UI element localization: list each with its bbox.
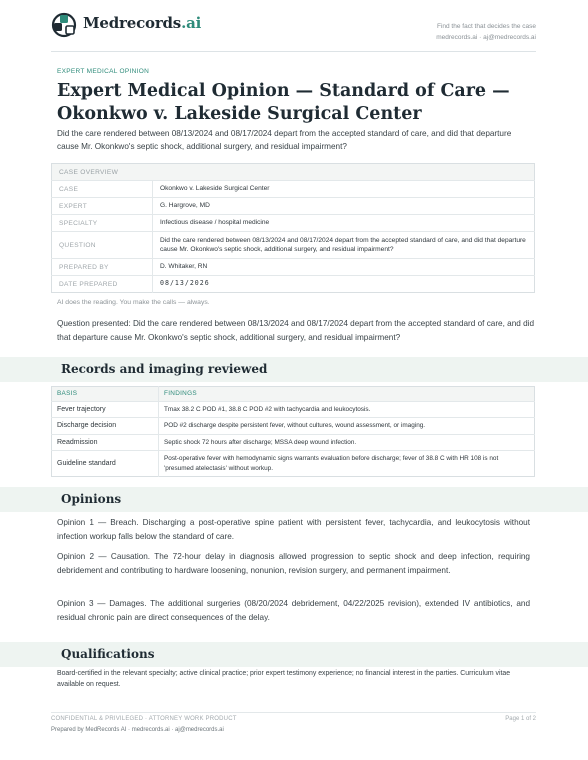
- footer-confidential: CONFIDENTIAL & PRIVILEGED · ATTORNEY WORK PRODUCT: [51, 716, 237, 722]
- overview-value: G. Hargrove, MD: [153, 198, 535, 215]
- medrecords-logo-icon: [51, 12, 77, 38]
- overview-value: Infectious disease / hospital medicine: [153, 215, 535, 232]
- overview-value: 08/13/2026: [153, 276, 535, 293]
- opinion-paragraph: Opinion 3 — Damages. The additional surgeries (08/20/2024 debridement, 04/22/2025 revision), extended IV antibiotics, and residual chronic pain are direct consequences of the delay.: [57, 599, 530, 622]
- table-row: [52, 232, 535, 259]
- overview-key: PREPARED BY: [52, 259, 153, 276]
- column-header: BASIS: [52, 387, 159, 402]
- page-header: [51, 12, 536, 44]
- records-finding: POD #2 discharge despite persistent fever, without cultures, wound assessment, or imaging.: [159, 418, 535, 435]
- header-contact-line: medrecords.ai · aj@medrecords.ai: [436, 34, 536, 41]
- records-finding: Septic shock 72 hours after discharge; MSSA deep wound infection.: [159, 435, 535, 451]
- eyebrow-label: EXPERT MEDICAL OPINION: [57, 68, 150, 75]
- table-row: [52, 215, 535, 232]
- overview-key: QUESTION: [52, 232, 153, 259]
- table-row: [52, 259, 535, 276]
- records-basis: Fever trajectory: [52, 402, 159, 418]
- document-title: Expert Medical Opinion — Standard of Care — Okonkwo v. Lakeside Surgical Center: [57, 81, 510, 124]
- table-header-row: [52, 387, 535, 402]
- section-band-records: [0, 357, 588, 382]
- table-row: [52, 276, 535, 293]
- case-overview-table: [51, 163, 535, 293]
- column-header: FINDINGS: [159, 387, 535, 402]
- table-row: [52, 418, 535, 435]
- ai-disclaimer: AI does the reading. You make the calls — always.: [57, 299, 210, 306]
- overview-value: Did the care rendered between 08/13/2024 and 08/17/2024 depart from the accepted standard of care, and did that departure cause Mr. Okonkwo's septic shock, additional surgery, and residual impairment?: [153, 232, 535, 259]
- overview-value: D. Whitaker, RN: [153, 259, 535, 276]
- header-divider: [51, 51, 536, 52]
- overview-key: CASE: [52, 181, 153, 198]
- qualifications-text: Board-certified in the relevant specialty; active clinical practice; prior expert testimony experience; no financial interest in the parties. Curriculum vitae available on request.: [57, 670, 511, 688]
- section-band-opinions: [0, 487, 588, 512]
- overview-key: DATE PREPARED: [52, 276, 153, 293]
- table-row: [52, 451, 535, 477]
- opinion-paragraph: Opinion 2 — Causation. The 72-hour delay in diagnosis allowed progression to septic shock and deep infection, requiring debridement and contributing to hardware loosening, nonunion, revision surgery, and permanent impairment.: [57, 552, 530, 575]
- section-heading: Opinions: [61, 492, 122, 506]
- lede-paragraph: Did the care rendered between 08/13/2024 and 08/17/2024 depart from the accepted standard of care, and did that departure cause Mr. Okonkwo's septic shock, additional surgery, and residual impairment?: [57, 129, 512, 151]
- footer-prepared-by: Prepared by MedRecords AI · medrecords.ai · aj@medrecords.ai: [51, 727, 224, 733]
- header-tagline: Find the fact that decides the case: [436, 23, 536, 30]
- section-heading: Qualifications: [61, 647, 155, 661]
- page-number: Page 1 of 2: [505, 716, 536, 722]
- brand-name: Medrecords.ai: [83, 14, 202, 32]
- opinion-paragraph: Opinion 1 — Breach. Discharging a post-operative spine patient with persistent fever, tachycardia, and leukocytosis without infection workup falls below the standard of care.: [57, 518, 530, 541]
- footer-divider: [51, 712, 536, 713]
- overview-value: Okonkwo v. Lakeside Surgical Center: [153, 181, 535, 198]
- header-contact: [436, 21, 536, 43]
- records-basis: Guideline standard: [52, 451, 159, 477]
- overview-key: EXPERT: [52, 198, 153, 215]
- overview-key: SPECIALTY: [52, 215, 153, 232]
- records-basis: Discharge decision: [52, 418, 159, 435]
- records-finding: Tmax 38.2 C POD #1, 38.8 C POD #2 with tachycardia and leukocytosis.: [159, 402, 535, 418]
- question-presented: Question presented: Did the care rendered between 08/13/2024 and 08/17/2024 depart from the accepted standard of care, and did that departure cause Mr. Okonkwo's septic shock, additional surgery, and residual impairment?: [57, 319, 535, 342]
- table-row: [52, 435, 535, 451]
- table-row: [52, 198, 535, 215]
- table-row: [52, 402, 535, 418]
- section-band-qualifications: [0, 642, 588, 667]
- section-heading: Records and imaging reviewed: [61, 362, 268, 376]
- records-basis: Readmission: [52, 435, 159, 451]
- case-overview-caption: CASE OVERVIEW: [52, 164, 535, 181]
- records-table: [51, 386, 535, 477]
- table-row: [52, 181, 535, 198]
- records-finding: Post-operative fever with hemodynamic signs warrants evaluation before discharge; fever of 38.8 C with HR 108 is not 'presumed atelectasis' without workup.: [159, 451, 535, 477]
